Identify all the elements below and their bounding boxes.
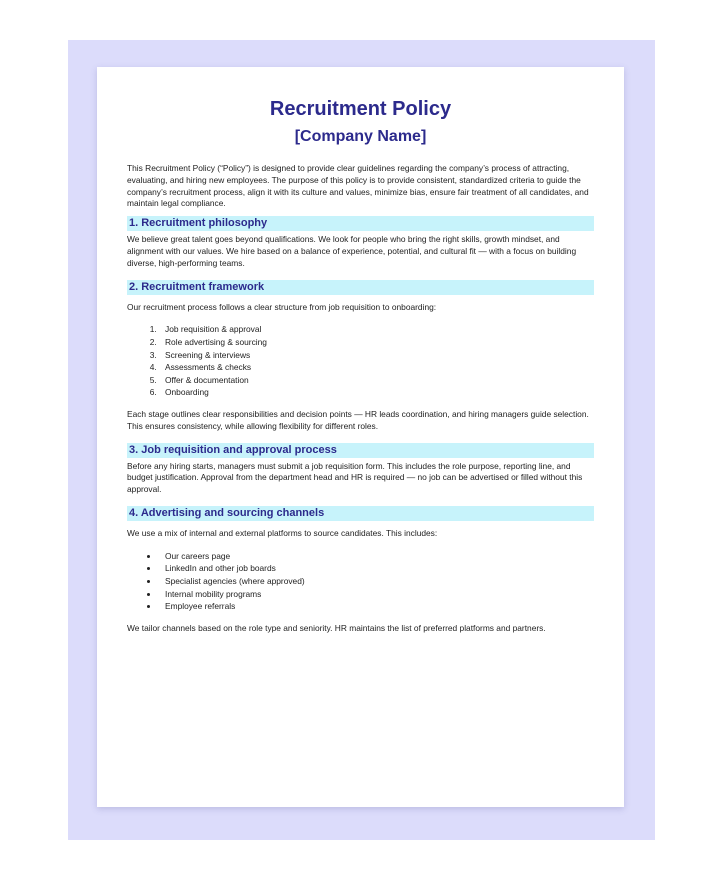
framework-steps-list	[127, 323, 594, 399]
section-2-lead: Our recruitment process follows a clear structure from job requisition to onboarding:	[127, 301, 437, 312]
intro-paragraph: This Recruitment Policy (“Policy”) is designed to provide clear guidelines regarding the company’s process of attracting, evaluating, and hiring new employees. The purpose of this policy is to provide consistent, standardized criteria to guide the company’s recruitment process, align it with its culture and values, minimize bias, ensure fair treatment of all candidates, and maintain legal compliance.	[127, 163, 589, 209]
company-name-placeholder: [Company Name]	[294, 128, 427, 145]
section-heading-recruitment-philosophy: 1. Recruitment philosophy	[127, 216, 594, 231]
section-heading-job-requisition: 3. Job requisition and approval process	[127, 443, 594, 458]
sourcing-channels-list	[127, 550, 594, 613]
list-item: 5. Offer & documentation	[159, 374, 594, 387]
section-4-lead: We use a mix of internal and external platforms to source candidates. This includes:	[127, 527, 438, 538]
list-item: 3. Screening & interviews	[159, 349, 594, 362]
list-item: • LinkedIn and other job boards	[159, 562, 594, 575]
list-item: 6. Onboarding	[159, 386, 594, 399]
list-item: • Internal mobility programs	[159, 588, 594, 601]
list-item: • Specialist agencies (where approved)	[159, 575, 594, 588]
list-item: 2. Role advertising & sourcing	[159, 336, 594, 349]
document-page	[97, 67, 624, 807]
list-item: • Employee referrals	[159, 600, 594, 613]
section-2-closing: Each stage outlines clear responsibilities and decision points — HR leads coordination, and hiring managers guide selection. This ensures consistency, while allowing flexibility for different roles.	[127, 408, 589, 431]
section-heading-recruitment-framework: 2. Recruitment framework	[127, 280, 594, 295]
list-item: 1. Job requisition & approval	[159, 323, 594, 336]
list-item: 4. Assessments & checks	[159, 361, 594, 374]
list-item: • Our careers page	[159, 550, 594, 563]
section-heading-advertising-sourcing: 4. Advertising and sourcing channels	[127, 506, 594, 521]
section-3-paragraph: Before any hiring starts, managers must submit a job requisition form. This includes the role purpose, reporting line, and budget justification. Approval from the department head and HR is required — no job can be advertised or filled without this approval.	[127, 460, 583, 495]
document-title: Recruitment Policy	[269, 98, 452, 120]
section-4-closing: We tailor channels based on the role type and seniority. HR maintains the list of preferred platforms and partners.	[127, 622, 546, 633]
section-1-paragraph: We believe great talent goes beyond qualifications. We look for people who bring the right skills, growth mindset, and alignment with our values. We hire based on a balance of experience, potential, and cultural fit — with a focus on building diverse, high-performing teams.	[127, 234, 577, 268]
